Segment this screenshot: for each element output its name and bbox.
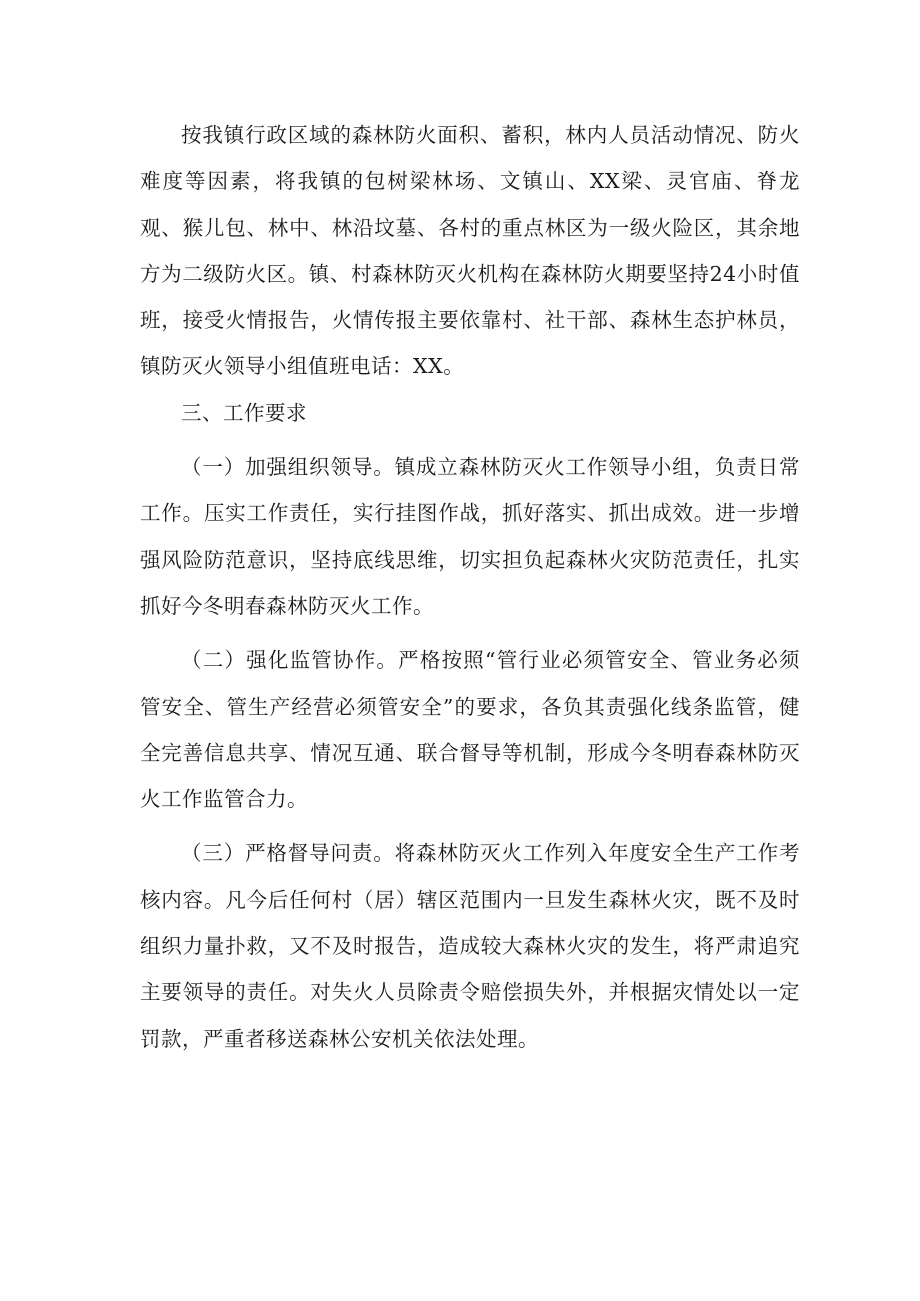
document-page <box>140 112 800 1062</box>
section-heading-work-requirements: 三、工作要求 <box>181 400 307 425</box>
paragraph-supervision-cooperation: （二）强化监管协作。严格按照“管行业必须管安全、管业务必须管安全、管生产经营必须管安全”的要求，各负其责强化线条监管，健全完善信息共享、情况互通、联合督导等机制，形成今冬明春森林防灭火工作监管合力。 <box>140 648 800 812</box>
paragraph-organization-leadership: （一）加强组织领导。镇成立森林防灭火工作领导小组，负责日常工作。压实工作责任，实行挂图作战，抓好落实、抓出成效。进一步增强风险防范意识，坚持底线思维，切实担负起森林火灾防范责任，扎实抓好今冬明春森林防灭火工作。 <box>140 455 800 618</box>
paragraph-accountability: （三）严格督导问责。将森林防灭火工作列入年度安全生产工作考核内容。凡今后任何村（居）辖区范围内一旦发生森林火灾，既不及时组织力量扑救，又不及时报告，造成较大森林火灾的发生，将严肃追究主要领导的责任。对失火人员除责令赔偿损失外，并根据灾情处以一定罚款，严重者移送森林公安机关依法处理。 <box>140 841 800 1051</box>
paragraph-fire-zones: 按我镇行政区域的森林防火面积、蓄积，林内人员活动情况、防火难度等因素，将我镇的包树梁林场、文镇山、XX梁、灵官庙、脊龙观、猴儿包、林中、林沿坟墓、各村的重点林区为一级火险区，其余地方为二级防火区。镇、村森林防灭火机构在森林防火期要坚持24小时值班，接受火情报告，火情传报主要依靠村、社干部、森林生态护林员，镇防灭火领导小组值班电话：XX。 <box>140 123 800 379</box>
